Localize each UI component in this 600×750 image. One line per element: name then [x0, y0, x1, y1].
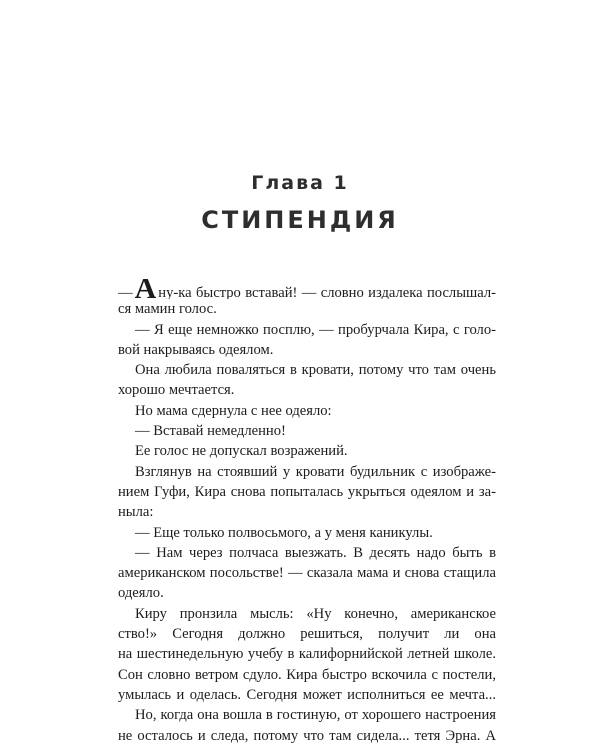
chapter-number: Глава 1 — [251, 172, 349, 194]
text-line: ныла: — [118, 504, 154, 521]
first-line-text: ну-ка быстро вставай! — словно издалека послышал- — [158, 285, 496, 300]
text-line: умылась и оделась. Сегодня может исполниться ее мечта... — [118, 686, 496, 703]
text-line: Но, когда она вошла в гостиную, от хорошего настроения — [135, 707, 496, 724]
text-line: — Нам через полчаса выезжать. В десять надо быть в — [135, 544, 496, 561]
text-line: ся мамин голос. — [118, 301, 217, 318]
text-line: Взглянув на стоявший у кровати будильник с изображе- — [135, 463, 496, 480]
first-line-dash: — — [118, 285, 133, 300]
text-line: на шестинедельную учебу в калифорнийской летней школе. — [118, 646, 496, 663]
text-line: нием Гуфи, Кира снова попыталась укрыться одеялом и за- — [118, 483, 496, 500]
text-line: ство!» Сегодня должно решиться, получит ли она — [118, 626, 496, 643]
text-line: — Вставай немедленно! — [135, 423, 286, 440]
text-line — [118, 279, 496, 299]
drop-cap: А — [134, 279, 157, 300]
text-line: одеяло. — [118, 585, 164, 602]
text-line: Но мама сдернула с нее одеяло: — [135, 402, 332, 419]
text-line: Киру пронзила мысль: «Ну конечно, американское — [135, 605, 496, 622]
text-line: — Еще только полвосьмого, а у меня каникулы. — [135, 524, 433, 541]
text-line: американском посольстве! — сказала мама и снова стащила — [118, 565, 496, 582]
chapter-body — [118, 274, 496, 746]
chapter-title: СТИПЕНДИЯ — [201, 206, 399, 234]
text-line: Она любила поваляться в кровати, потому что там очень — [135, 362, 496, 379]
text-line: Ее голос не допускал возражений. — [135, 443, 348, 460]
text-line: не осталось и следа, потому что там сидела... тетя Эрна. А — [118, 727, 496, 744]
text-line: вой накрываясь одеялом. — [118, 341, 274, 358]
text-line: хорошо мечтается. — [118, 382, 235, 399]
text-line: — Я еще немножко посплю, — пробурчала Кира, с голо- — [135, 321, 496, 338]
text-line: Сон словно ветром сдуло. Кира быстро вскочила с постели, — [118, 666, 496, 683]
